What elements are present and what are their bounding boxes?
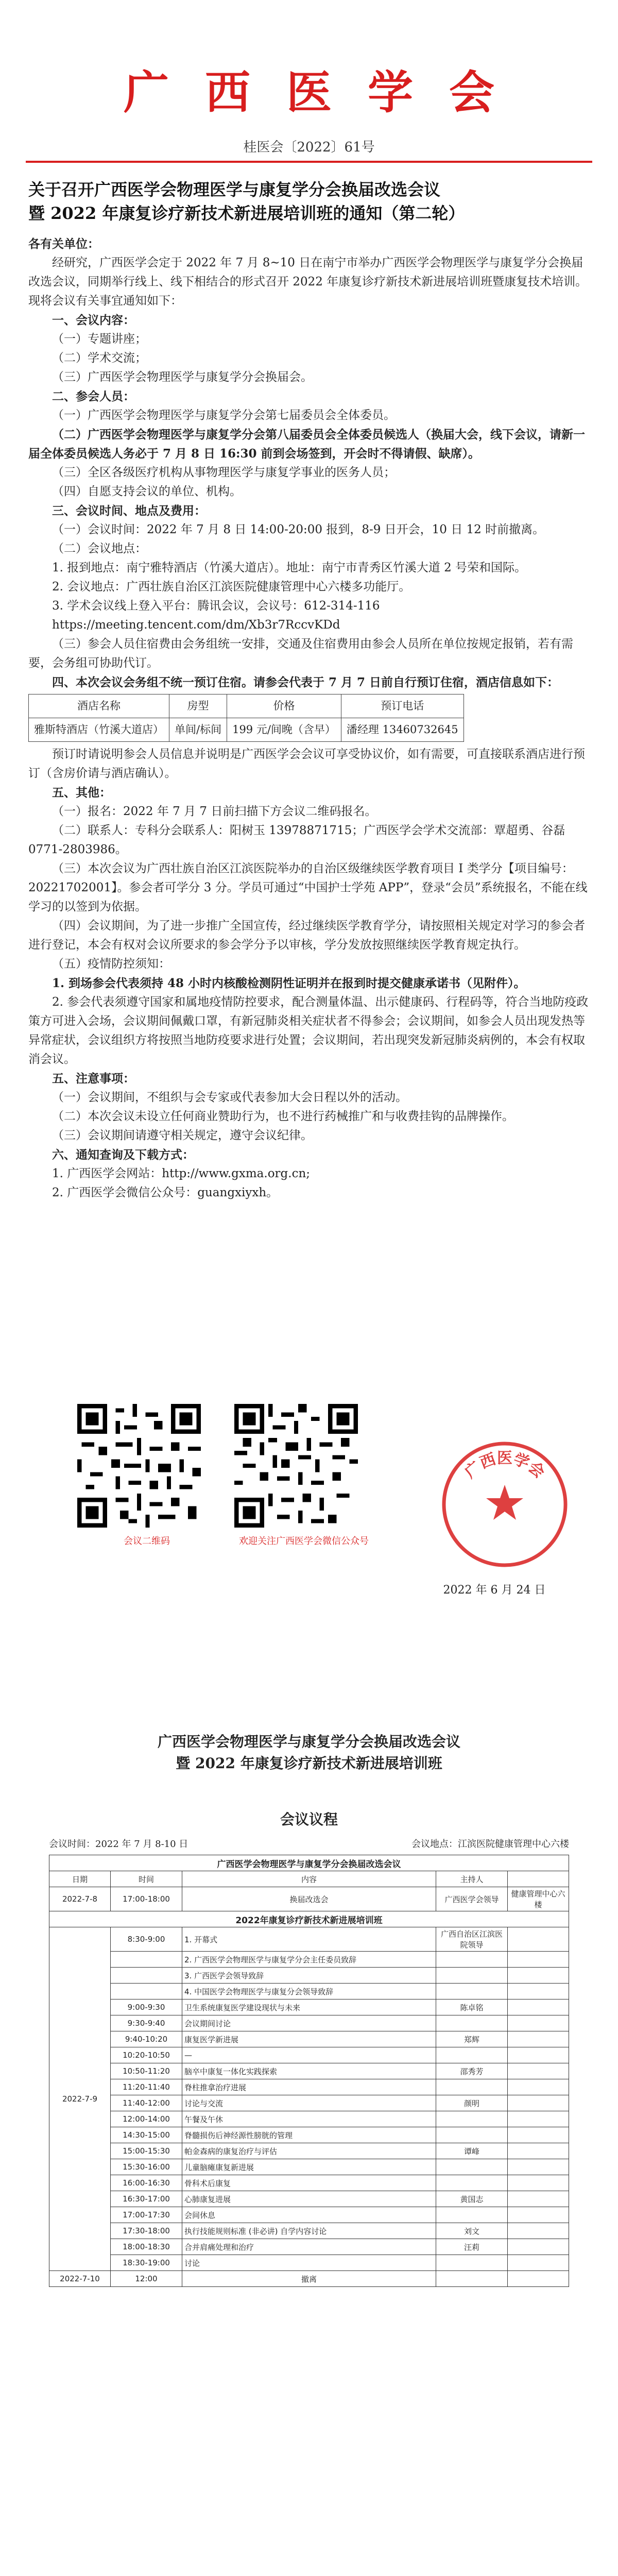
schedule-topic: — — [182, 2047, 436, 2063]
schedule-section-header: 广西医学会物理医学与康复学分会换届改选会议 — [49, 1855, 569, 1871]
notice-title-line1: 关于召开广西医学会物理医学与康复学分会换届改选会议 — [28, 180, 441, 199]
section-4-heading: 四、本次会议会务组不统一预订住宿。请参会代表于 7 月 7 日前自行预订住宿，酒店信息如下： — [52, 675, 559, 689]
schedule-venue — [508, 2191, 569, 2207]
schedule-venue — [508, 1952, 569, 1968]
schedule-time-cell: 16:00-16:30 — [111, 2175, 182, 2191]
table-row — [49, 2159, 569, 2175]
notice-title-line2: 暨 2022 年康复诊疗新技术新进展培训班的通知（第二轮） — [28, 204, 465, 223]
schedule-col-header: 时间 — [111, 1871, 182, 1887]
schedule-topic: 讨论 — [182, 2255, 436, 2271]
table-row — [49, 1952, 569, 1968]
schedule-time-cell: 17:00-18:00 — [111, 1887, 182, 1911]
schedule-topic: 儿童脑瘫康复新进展 — [182, 2159, 436, 2175]
schedule-host — [436, 2271, 508, 2287]
schedule-host: 广西医学会领导 — [436, 1887, 508, 1911]
hotel-table-header: 酒店名称 — [29, 694, 169, 718]
schedule-host: 颜明 — [436, 2095, 508, 2111]
schedule-time-cell — [111, 1968, 182, 1984]
schedule-time-cell — [111, 1984, 182, 1999]
schedule-venue — [508, 2159, 569, 2175]
schedule-time-cell: 15:30-16:00 — [111, 2159, 182, 2175]
section-5-item: （四）会议期间，为了进一步推广全国宣传，经过继续医学教育学分，请按照相关规定对学习的参会者进行登记，本会有权对会议所要求的参会学分予以审核，学分发放按照继续医学教育规定执行。 — [28, 919, 585, 952]
schedule-venue: 健康管理中心六楼 — [508, 1887, 569, 1911]
table-row — [49, 1984, 569, 1999]
schedule-time-cell — [111, 1952, 182, 1968]
schedule-host — [436, 1952, 508, 1968]
schedule-venue — [508, 2079, 569, 2095]
table-row — [49, 2095, 569, 2111]
schedule-venue — [508, 2111, 569, 2127]
schedule-host: 谭峰 — [436, 2143, 508, 2159]
schedule-host: 广西自治区江滨医院领导 — [436, 1927, 508, 1952]
schedule-place: 会议地点：江滨医院健康管理中心六楼 — [411, 1839, 569, 1850]
schedule-subtitle: 会议议程 — [280, 1811, 338, 1828]
notice-body — [28, 234, 590, 1202]
schedule-host — [436, 2079, 508, 2095]
section-6-item: （三）会议期间请遵守相关规定，遵守会议纪律。 — [52, 1129, 313, 1142]
section-6-item: （一）会议期间，不组织与会专家或代表参加大会日程以外的活动。 — [52, 1091, 407, 1104]
schedule-venue — [508, 2127, 569, 2143]
section-5-item: （一）报名：2022 年 7 月 7 日前扫描下方会议二维码报名。 — [52, 805, 377, 818]
schedule-host — [436, 2047, 508, 2063]
red-divider — [26, 161, 592, 163]
hotel-name: 雅斯特酒店（竹溪大道店） — [29, 718, 169, 742]
schedule-time-cell: 17:00-17:30 — [111, 2207, 182, 2223]
table-row — [49, 2271, 569, 2287]
schedule-topic: 脊髓损伤后神经源性膀胱的管理 — [182, 2127, 436, 2143]
section-3-item: （一）会议时间：2022 年 7 月 8 日 14:00-20:00 报到，8-9 日开会，10 日 12 时前撤离。 — [52, 523, 545, 536]
schedule-host: 郑辉 — [436, 2031, 508, 2047]
section-6-item: （二）本次会议未设立任何商业赞助行为，也不进行药械推广和与收费挂钩的品牌操作。 — [52, 1110, 514, 1123]
schedule-time-cell: 11:40-12:00 — [111, 2095, 182, 2111]
schedule-host — [436, 1984, 508, 1999]
schedule-title-line1: 广西医学会物理医学与康复学分会换届改选会议 — [157, 1733, 460, 1750]
table-row — [49, 2255, 569, 2271]
schedule-venue — [508, 1968, 569, 1984]
schedule-host — [436, 2207, 508, 2223]
table-row — [49, 2031, 569, 2047]
schedule-time-cell: 8:30-9:00 — [111, 1927, 182, 1952]
section-3-item: 2. 会议地点：广西壮族自治区江滨医院健康管理中心六楼多功能厅。 — [52, 580, 411, 594]
meeting-qr-block — [77, 1404, 216, 1547]
wechat-qr-caption: 欢迎关注广西医学会微信公众号 — [239, 1536, 369, 1547]
section-5-item: （三）本次会议为广西壮族自治区江滨医院举办的自治区级继续医学教育项目 I 类学分【项目编号：20221702001】。参会者可学分 3 分。学员可通过“中国护士学苑 APP”，登录“会员”系统报名，不能在线学习的以签到为依据。 — [28, 862, 588, 913]
hotel-table-header: 房型 — [169, 694, 227, 718]
schedule-venue — [508, 2239, 569, 2255]
schedule-host — [436, 2175, 508, 2191]
schedule-day2-body — [49, 1927, 569, 2271]
schedule-host: 汪莉 — [436, 2239, 508, 2255]
seal-text: 广西医学会 — [461, 1449, 548, 1482]
schedule-topic: 心肺康复进展 — [182, 2191, 436, 2207]
schedule-host — [436, 1968, 508, 1984]
schedule-date: 2022-7-10 — [49, 2271, 111, 2287]
section-6-heading: 五、注意事项： — [52, 1072, 135, 1086]
org-title: 广西医学会 — [123, 65, 530, 119]
schedule-time-cell: 14:30-15:00 — [111, 2127, 182, 2143]
meeting-link[interactable]: https://meeting.tencent.com/dm/Xb3r7RccvKDd — [52, 618, 340, 632]
schedule-topic: 4. 中国医学会物理医学与康复分会领导致辞 — [182, 1984, 436, 1999]
room-price: 199 元/间晚（含早） — [227, 718, 341, 742]
document-number: 桂医会〔2022〕61号 — [243, 140, 375, 155]
hotel-table-row — [29, 718, 464, 742]
table-row — [49, 2191, 569, 2207]
table-row — [49, 1887, 569, 1911]
notice-title — [28, 178, 590, 225]
room-type: 单间/标间 — [169, 718, 227, 742]
schedule-time-cell: 10:20-10:50 — [111, 2047, 182, 2063]
schedule-topic: 卫生系统康复医学建设现状与未来 — [182, 1999, 436, 2015]
section-3-item: 3. 学术会议线上登入平台：腾讯会议，会议号：612-314-116 — [52, 599, 380, 613]
section-3-item: （二）会议地点： — [52, 542, 147, 555]
schedule-col-header: 日期 — [49, 1871, 111, 1887]
schedule-venue — [508, 2063, 569, 2079]
schedule-venue — [508, 2207, 569, 2223]
section-2-item: （二）广西医学会物理医学与康复学分会第八届委员会全体委员候选人（换届大会，线下会议，请新一届全体委员候选人务必于 7 月 8 日 16:30 前到会场签到，开会时不得请假、缺席）。 — [28, 428, 585, 461]
table-row — [49, 1968, 569, 1984]
intro-paragraph: 经研究，广西医学会定于 2022 年 7 月 8~10 日在南宁市举办广西医学会物理医学与康复学分会换届改选会议，同期举行线上、线下相结合的形式召开 2022 年康复诊疗新技术新进展培训班暨康复技术培训。现将会议有关事宜通知如下： — [28, 256, 588, 308]
schedule-venue — [508, 1999, 569, 2015]
schedule-time-cell: 18:30-19:00 — [111, 2255, 182, 2271]
schedule-venue — [508, 2095, 569, 2111]
table-row — [49, 2015, 569, 2031]
table-row — [49, 2047, 569, 2063]
schedule-venue — [508, 1927, 569, 1952]
schedule-venue — [508, 2271, 569, 2287]
schedule-venue — [508, 2015, 569, 2031]
table-row — [49, 2175, 569, 2191]
section-3-item: （三）参会人员住宿费由会务组统一安排，交通及住宿费用由参会人员所在单位按规定报销，若有需要，会务组可协助代订。 — [28, 637, 573, 670]
schedule-table — [49, 1855, 569, 2287]
section-7-heading: 六、通知查询及下载方式： — [52, 1148, 194, 1162]
schedule-time-cell: 15:00-15:30 — [111, 2143, 182, 2159]
wechat-qr-code[interactable] — [234, 1404, 358, 1528]
section-2-item: （四）自愿支持会议的单位、机构。 — [52, 485, 242, 498]
section-3-item: 1. 报到地点：南宁雅特酒店（竹溪大道店）。地址：南宁市青秀区竹溪大道 2 号荣和国际。 — [52, 561, 527, 574]
schedule-title — [0, 1731, 618, 1774]
section-1-item: （三）广西医学会物理医学与康复学分会换届会。 — [52, 370, 313, 384]
section-5-heading: 五、其他： — [52, 786, 111, 800]
section-2-item: （一）广西医学会物理医学与康复学分会第七届委员会全体委员。 — [52, 409, 396, 422]
section-5-item: （五）疫情防控须知： — [52, 957, 170, 971]
schedule-host — [436, 2127, 508, 2143]
schedule-venue — [508, 2223, 569, 2239]
svg-text:广西医学会 — [461, 1449, 548, 1482]
schedule-time-cell: 10:50-11:20 — [111, 2063, 182, 2079]
official-seal — [438, 1437, 572, 1571]
schedule-time-cell: 9:00-9:30 — [111, 1999, 182, 2015]
schedule-topic: 会间休息 — [182, 2207, 436, 2223]
schedule-time-cell: 12:00 — [111, 2271, 182, 2287]
schedule-topic: 3. 广西医学会领导致辞 — [182, 1968, 436, 1984]
hotel-table-header: 价格 — [227, 694, 341, 718]
table-row — [49, 2223, 569, 2239]
hotel-note: 预订时请说明参会人员信息并说明是广西医学会会议可享受协议价，如有需要，可直接联系酒店进行预订（含房价请与酒店确认）。 — [28, 748, 585, 780]
schedule-topic: 脑卒中康复一体化实践探索 — [182, 2063, 436, 2079]
schedule-topic: 执行技能规则标准 (非必讲) 自学内容讨论 — [182, 2223, 436, 2239]
booking-phone: 潘经理 13460732645 — [341, 718, 464, 742]
schedule-time: 会议时间：2022 年 7 月 8-10 日 — [49, 1839, 188, 1850]
schedule-date: 2022-7-8 — [49, 1887, 111, 1911]
schedule-host: 陈卓铭 — [436, 1999, 508, 2015]
meeting-qr-caption: 会议二维码 — [124, 1536, 170, 1547]
schedule-host — [436, 2111, 508, 2127]
schedule-topic: 帕金森病的康复治疗与评估 — [182, 2143, 436, 2159]
schedule-time-cell: 9:30-9:40 — [111, 2015, 182, 2031]
schedule-topic: 午餐及午休 — [182, 2111, 436, 2127]
schedule-host: 黄国志 — [436, 2191, 508, 2207]
website-link[interactable]: 1. 广西医学会网站：http://www.gxma.org.cn; — [52, 1167, 311, 1180]
table-row — [49, 1999, 569, 2015]
schedule-venue — [508, 1984, 569, 1999]
schedule-topic: 骨科术后康复 — [182, 2175, 436, 2191]
wechat-qr-block — [234, 1404, 373, 1547]
schedule-col-header — [508, 1871, 569, 1887]
schedule-topic: 讨论与交流 — [182, 2095, 436, 2111]
hotel-table-header: 预订电话 — [341, 694, 464, 718]
seal-graphic — [438, 1437, 572, 1571]
section-5-item: （二）联系人：专科分会联系人：阳树玉 13978871715；广西医学会学术交流部：覃超勇、谷磊 0771-2803986。 — [28, 824, 565, 856]
section-1-heading: 一、会议内容： — [52, 313, 135, 327]
table-row — [49, 2207, 569, 2223]
schedule-section-header: 2022年康复诊疗新技术新进展培训班 — [49, 1911, 569, 1927]
schedule-host: 邵秀芳 — [436, 2063, 508, 2079]
table-row — [49, 1927, 569, 1952]
schedule-venue — [508, 2143, 569, 2159]
schedule-meta — [49, 1837, 569, 1850]
section-2-heading: 二、参会人员： — [52, 389, 135, 403]
schedule-time-cell: 11:20-11:40 — [111, 2079, 182, 2095]
table-row — [49, 2063, 569, 2079]
covid-note: 1. 到场参会代表须持 48 小时内核酸检测阴性证明并在报到时提交健康承诺书（见附件）。 — [52, 976, 526, 990]
schedule-time-cell: 9:40-10:20 — [111, 2031, 182, 2047]
covid-note: 2. 参会代表须遵守国家和属地疫情防控要求，配合测量体温、出示健康码、行程码等，符合当地防疫政策方可进入会场，会议期间佩戴口罩，有新冠肺炎相关症状者不得参会；会议期间，如参会人员出现发热等异常症状，会议组织方将按照当地防疫要求进行处置；会议期间，若出现突发新冠肺炎病例的，本会有权取消会议。 — [28, 995, 589, 1066]
schedule-time-cell: 16:30-17:00 — [111, 2191, 182, 2207]
schedule-time-cell: 12:00-14:00 — [111, 2111, 182, 2127]
table-row — [49, 2127, 569, 2143]
hotel-table — [28, 694, 464, 742]
section-3-heading: 三、会议时间、地点及费用： — [52, 504, 206, 518]
section-2-item: （三）全区各级医疗机构从事物理医学与康复学事业的医务人员； — [52, 466, 396, 479]
schedule-topic: 脊柱推拿治疗进展 — [182, 2079, 436, 2095]
schedule-venue — [508, 2031, 569, 2047]
schedule-host — [436, 2015, 508, 2031]
schedule-venue — [508, 2255, 569, 2271]
table-row — [49, 2111, 569, 2127]
meeting-qr-code[interactable] — [77, 1404, 201, 1528]
table-row — [49, 2079, 569, 2095]
schedule-title-line2: 暨 2022 年康复诊疗新技术新进展培训班 — [176, 1755, 442, 1772]
table-row — [49, 2239, 569, 2255]
schedule-venue — [508, 2047, 569, 2063]
section-1-item: （一）专题讲座； — [52, 332, 147, 346]
schedule-time-cell: 18:00-18:30 — [111, 2239, 182, 2255]
schedule-date: 2022-7-9 — [49, 1927, 111, 2271]
wechat-account: 2. 广西医学会微信公众号：guangxiyxh。 — [52, 1186, 279, 1199]
schedule-topic: 合并肩痛处理和治疗 — [182, 2239, 436, 2255]
schedule-topic: 康复医学新进展 — [182, 2031, 436, 2047]
schedule-topic: 1. 开幕式 — [182, 1927, 436, 1952]
schedule-host: 刘文 — [436, 2223, 508, 2239]
schedule-time-cell: 17:30-18:00 — [111, 2223, 182, 2239]
section-1-item: （二）学术交流； — [52, 351, 147, 365]
table-row — [49, 2143, 569, 2159]
salutation: 各有关单位： — [28, 237, 99, 251]
schedule-topic: 2. 广西医学会物理医学与康复学分会主任委员致辞 — [182, 1952, 436, 1968]
issue-date: 2022 年 6 月 24 日 — [443, 1584, 546, 1597]
schedule-topic: 撤离 — [182, 2271, 436, 2287]
schedule-topic: 会议期间讨论 — [182, 2015, 436, 2031]
schedule-col-header: 内容 — [182, 1871, 436, 1887]
schedule-host — [436, 2255, 508, 2271]
schedule-host — [436, 2159, 508, 2175]
schedule-topic: 换届改选会 — [182, 1887, 436, 1911]
schedule-venue — [508, 2175, 569, 2191]
schedule-col-header: 主持人 — [436, 1871, 508, 1887]
